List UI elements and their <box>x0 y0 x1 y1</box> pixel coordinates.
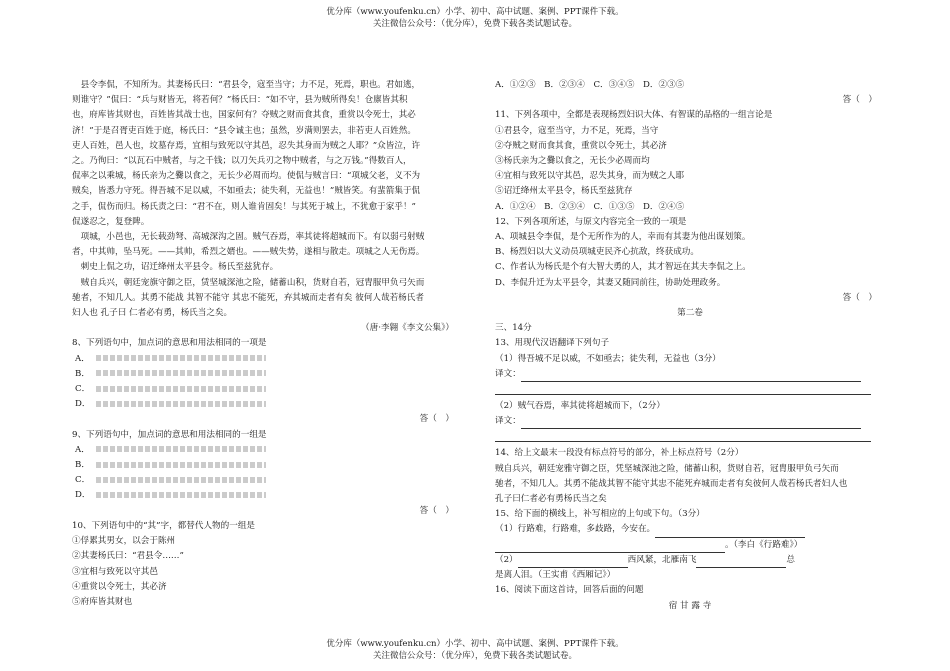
q14-text: 驰者，不知几人。其勇不能战其智不能守其忠不能死弃城而走者有矣彼何人哉若杨氏者妇人也 <box>495 478 848 489</box>
q12-stem: 12、下列各项所述，与原文内容完全一致的一项是 <box>495 216 687 227</box>
answer-line <box>518 557 628 568</box>
q9-stem: 9、下列语句中，加点词的意思和用法相同的一组是 <box>72 429 267 440</box>
section-three: 三、14分 <box>495 323 532 334</box>
q9-option: B． <box>72 458 462 473</box>
passage-line: 则谁守？”侃曰：“兵与财皆无，将若何？”杨氏曰：“如不守，县为贼所得矣！仓廪皆其积 <box>72 95 408 106</box>
q8-stem: 8、下列语句中，加点词的意思和用法相同的一项是 <box>72 338 267 349</box>
answer-line <box>521 371 861 382</box>
answer-line <box>696 557 786 568</box>
q9-answer: 答（ ） <box>419 505 454 516</box>
passage-line: 贼自兵兴，朝廷宠旗守御之臣，赁坚城深池之险，储蓄山积，货财自若，冠胄服甲负弓矢而 <box>72 277 425 288</box>
passage <box>72 78 462 321</box>
q13-sub2: （2）贼气吞焉，率其徒将超城而下，（2分） <box>495 401 665 412</box>
faded-option-text <box>96 492 266 498</box>
faded-option-text <box>96 477 266 483</box>
q13-stem: 13、用现代汉语翻译下列句子 <box>495 338 610 349</box>
q8-answer: 答（ ） <box>419 414 454 425</box>
passage-line: 驰者，不知几人。其勇不能战 其智不能守 其忠不能死，弃其城而走者有矣 彼何人哉若杨氏者 <box>72 292 424 303</box>
q12-item: B、杨烈妇以大义动员项城吏民齐心抗敌，终获成功。 <box>495 247 699 258</box>
passage-line: 县令李侃，不知所为。其妻杨氏曰：“君县令，寇至当守；力不足，死焉，职也。君如逃， <box>72 80 421 90</box>
passage-line: 妇人也 孔子曰 仁者必有勇，杨氏当之矣。 <box>72 308 233 319</box>
faded-option-text <box>96 355 266 361</box>
footer-line-1: 优分库（www.youfenku.cn）小学、初中、高中试题、案例、PPT课件下载。 <box>326 639 624 649</box>
footer-line-2: 关注微信公众号：（优分库），免费下载各类试题试卷。 <box>372 651 577 661</box>
answer-line <box>655 527 805 538</box>
passage-line: 项城，小邑也，无长载劲弩、高城深沟之固。贼气吞焉，率其徒将超城而下。有以弱弓射贼 <box>72 232 425 243</box>
q13-translation-1: 译文： <box>495 367 885 382</box>
answer-line <box>495 431 871 442</box>
q8-option: A． <box>72 352 462 367</box>
q11-item: ②夺贼之财而食其食，重赏以令死士，其必济 <box>495 140 667 151</box>
q14-text: 孔子曰仁者必有勇杨氏当之矣 <box>495 494 607 505</box>
header-line-1: 优分库（www.youfenku.cn）小学、初中、高中试题、案例、PPT课件下载。 <box>326 7 624 17</box>
q10-stem: 10、下列语句中的“其”字，都替代人物的一组是 <box>72 520 256 531</box>
q16-stem: 16、阅读下面这首诗，回答后面的问题 <box>495 585 644 596</box>
q9-option: D． <box>72 488 462 503</box>
passage-line: 者，中其帅，坠马死。——其帅，希烈之婿也。——贼失势，遂相与散走。项城之人无伤焉。 <box>72 247 425 258</box>
page-header <box>0 6 950 30</box>
q11-item: ①君县令，寇至当守，力不足，死焉，当守 <box>495 125 659 136</box>
q10-item: ①俘累其男女，以会于陈州 <box>72 536 176 547</box>
q10-answer: 答（ ） <box>842 95 877 106</box>
q12-item: A、项城县令李侃，是个无所作为的人，幸而有其妻为他出谋划策。 <box>495 232 751 243</box>
q11-item: ④宜相与致死以守其邑，忍失其身，而为贼之人耶 <box>495 171 685 182</box>
passage-line: 济！”于是召胥吏百姓于庭，杨氏曰：“县令诚主也；虽然，岁满则罢去，非若吏人百姓然。 <box>72 125 416 136</box>
q13-sub1: （1）得吾城不足以威，不如亟去；徒失利，无益也（3分） <box>495 353 721 364</box>
q12-answer: 答（ ） <box>842 292 877 303</box>
q11-item: ⑤诏迁绛州太平县令，杨氏至兹犹存 <box>495 186 633 197</box>
q15-stem: 15、给下面的横线上，补写相应的上句或下句。（3分） <box>495 509 705 520</box>
faded-option-text <box>96 401 266 407</box>
q14-stem: 14、给上文最末一段没有标点符号的部分，补上标点符号（2分） <box>495 448 744 459</box>
part-two-title: 第二卷 <box>677 308 703 319</box>
q11-options: A．①②④ B．②③④ C．①③⑤ D．②④⑤ <box>495 201 685 212</box>
q10-options: A．①②③ B．②③④ C．③④⑤ D．②③⑤ <box>495 80 685 90</box>
q8-option: B． <box>72 367 462 382</box>
faded-option-text <box>96 370 266 376</box>
faded-option-text <box>96 462 266 468</box>
faded-option-text <box>96 446 266 452</box>
header-line-2: 关注微信公众号：（优分库），免费下载各类试题试卷。 <box>372 19 577 29</box>
q12-item: C、作者认为杨氏是个有大智大勇的人，其才智远在其夫李侃之上。 <box>495 262 751 273</box>
q14-text: 贼自兵兴，朝廷宠雅守御之臣，凭坚城深池之险，储蓄山积，货财自若，冠胄服甲负弓矢而 <box>495 463 839 474</box>
q8-option: C． <box>72 382 462 397</box>
passage-line: 也，府库皆其财也，百姓皆其战士也，国家何有？夺贼之财而食其食，重赏以令死士，其必 <box>72 110 416 121</box>
passage-line: 之手，侃伤而归。杨氏责之曰：“君不在，则人谁肯固矣！与其死于城上，不犹愈于家乎！” <box>72 201 416 212</box>
answer-line <box>521 418 861 429</box>
q8-option: D． <box>72 397 462 412</box>
page-footer <box>0 638 950 662</box>
q10-item: ④重赏以令死士，其必济 <box>72 581 167 592</box>
passage-line: 刺史上侃之功，诏迁绛州太平县令。杨氏至兹犹存。 <box>72 262 279 273</box>
q9-option: C． <box>72 473 462 488</box>
q11-item: ③杨氏亲为之爨以食之，无长少必周而均 <box>495 156 650 167</box>
q10-item: ⑤府库皆其财也 <box>72 596 133 607</box>
left-column <box>72 78 462 610</box>
q12-item: D、李侃升迁为太平县令，其妻又随同前往，协助处理政务。 <box>495 277 726 288</box>
faded-option-text <box>96 386 266 392</box>
q11-stem: 11、下列各项中，全都是表现杨烈妇识大体、有智谋的品格的一组言论是 <box>495 110 773 121</box>
q10-item: ③宜相与致死以守其邑 <box>72 566 158 577</box>
q9-option: A． <box>72 443 462 458</box>
passage-line: 吏人百姓，邑人也，坟墓存焉，宜相与致死以守其邑，忍失其身而为贼之人耶？”众皆泣，许 <box>72 140 421 151</box>
poem-title: 宿 甘 露 寺 <box>668 600 712 611</box>
q13-translation-2: 译文： <box>495 414 885 429</box>
passage-line: 贼矣，皆悉力守死。得吾城不足以威，不如亟去；徒失利，无益也！”贼皆笑。有蜚箭集于侃 <box>72 186 421 197</box>
passage-line: 侃率之以乘城，杨氏亲为之爨以食之，无长少必周而均。使侃与贼言曰：“项城父老，义不为 <box>72 171 421 182</box>
q15-sub2-end: 是离人泪。（王实甫《西厢记》） <box>495 570 616 581</box>
q15-sub1-end: 。（李白《行路难》） <box>495 538 885 553</box>
q15-sub1: （1）行路难，行路难，多歧路，今安在。 <box>495 522 885 537</box>
passage-source: （唐·李翱《李文公集》） <box>361 323 454 334</box>
q15-sub2: （2） 西风紧，北雁南飞 总 <box>495 553 885 568</box>
answer-line <box>495 384 871 395</box>
passage-line: 之。乃徇曰：“以瓦石中贼者，与之千钱；以刀矢兵刃之物中贼者，与之万钱。”得数百人， <box>72 156 412 167</box>
right-column <box>495 78 885 614</box>
answer-line <box>495 542 725 553</box>
passage-line: 侃遂忍之，复登陴。 <box>72 216 150 227</box>
q10-item: ②其妻杨氏曰：“君县令……” <box>72 551 184 562</box>
